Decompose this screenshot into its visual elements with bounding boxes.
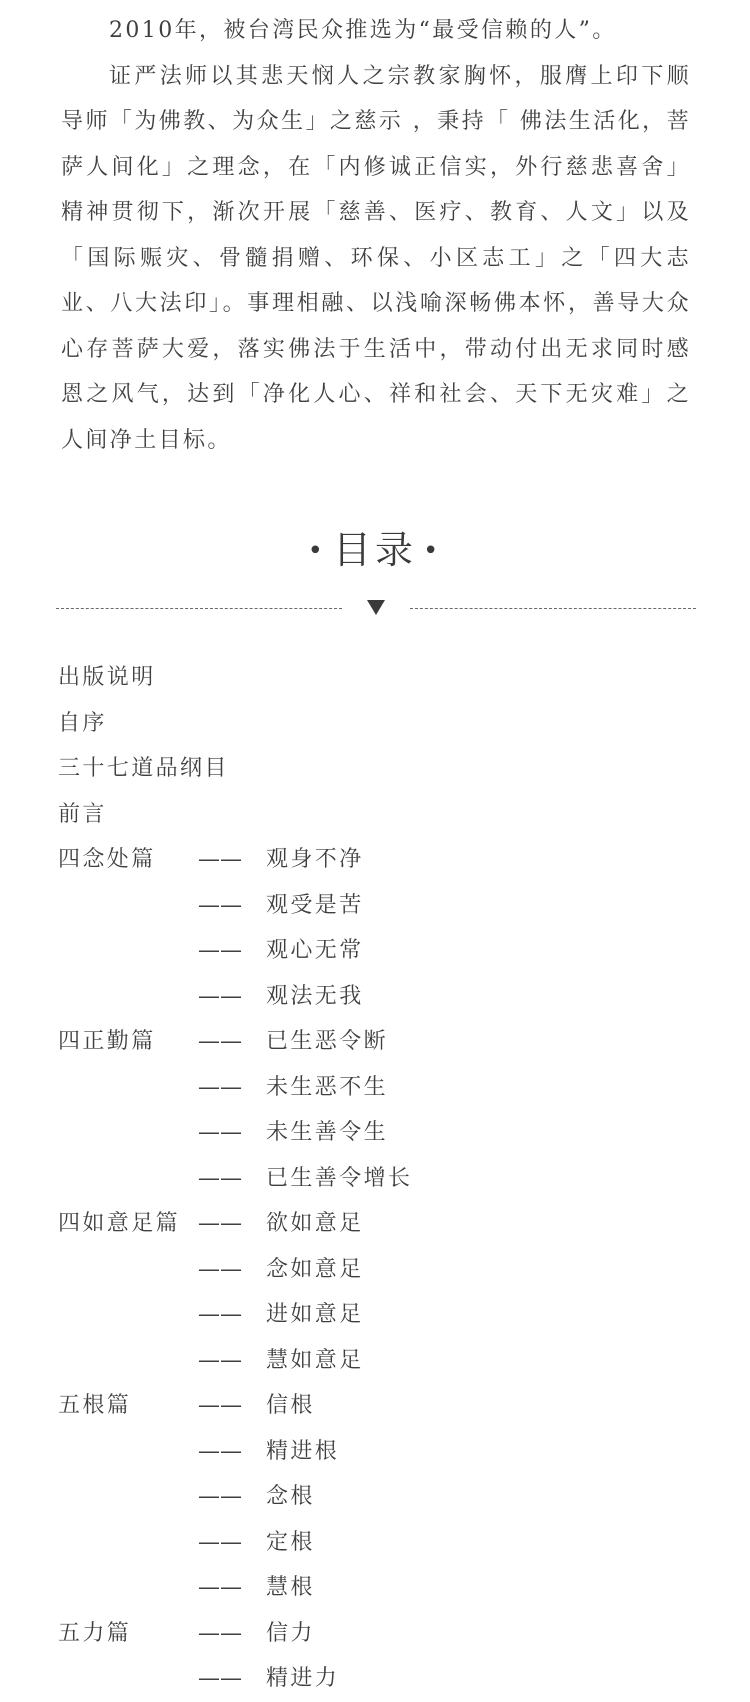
toc-chapter: 五力篇	[58, 1620, 132, 1646]
toc-dash: ——	[198, 1256, 242, 1282]
toc-chapter	[58, 883, 198, 929]
toc-subsection: 已生善令增长	[266, 1165, 413, 1191]
toc-subsection: 欲如意足	[266, 1211, 364, 1236]
toc-row[interactable]	[58, 746, 698, 792]
toc-chapter: 前言	[58, 801, 107, 827]
toc-chapter	[58, 1474, 198, 1520]
triangle-down-icon	[367, 600, 385, 615]
toc-chapter: 四如意足篇	[58, 1211, 181, 1236]
toc-row[interactable]	[58, 1383, 698, 1429]
toc-chapter: 四正勤篇	[58, 1029, 156, 1054]
divider-line-left	[56, 608, 342, 609]
title-dot-left: •	[307, 535, 327, 566]
toc-dash: ——	[198, 1529, 242, 1555]
toc-dash	[198, 655, 266, 701]
toc-subsection: 慧如意足	[266, 1347, 364, 1373]
toc-dash: ——	[198, 1302, 242, 1327]
toc-row[interactable]	[58, 1565, 698, 1611]
toc-row[interactable]	[58, 1520, 698, 1566]
toc-chapter	[58, 1656, 198, 1702]
toc-row[interactable]	[58, 792, 698, 838]
toc-dash: ——	[198, 1347, 242, 1373]
toc-dash	[198, 701, 266, 747]
toc-list	[58, 655, 698, 1702]
toc-subsection: 进如意足	[266, 1302, 364, 1327]
toc-chapter: 出版说明	[58, 665, 156, 690]
toc-subsection: 观身不净	[266, 847, 364, 872]
toc-row[interactable]	[58, 1292, 698, 1338]
toc-subsection: 信根	[266, 1393, 315, 1418]
toc-chapter	[58, 1338, 198, 1384]
toc-chapter	[58, 1110, 198, 1156]
toc-dash: ——	[198, 1575, 242, 1600]
toc-row[interactable]	[58, 1611, 698, 1657]
intro-paragraph-1: 2010年，被台湾民众推选为“最受信赖的人”。	[109, 18, 617, 43]
toc-subsection: 精进力	[266, 1666, 340, 1691]
toc-subsection: 观法无我	[266, 983, 364, 1009]
toc-chapter	[58, 1065, 198, 1111]
title-dot-right: •	[423, 535, 443, 566]
toc-subsection: 未生善令生	[266, 1120, 389, 1145]
toc-subsection: 信力	[266, 1620, 315, 1646]
toc-dash	[198, 792, 266, 838]
title-divider	[0, 596, 750, 620]
toc-row[interactable]	[58, 1019, 698, 1065]
toc-chapter: 三十七道品纲目	[58, 756, 229, 781]
toc-row[interactable]	[58, 837, 698, 883]
toc-chapter	[58, 974, 198, 1020]
toc-row[interactable]	[58, 1474, 698, 1520]
intro-text	[61, 8, 691, 463]
toc-dash: ——	[198, 1438, 242, 1464]
toc-chapter: 五根篇	[58, 1393, 132, 1418]
toc-subsection: 未生恶不生	[266, 1074, 389, 1100]
toc-dash: ——	[198, 1165, 242, 1191]
toc-chapter	[58, 1247, 198, 1293]
divider-line-right	[410, 608, 696, 609]
toc-dash: ——	[198, 1484, 242, 1509]
toc-dash: ——	[198, 1620, 242, 1646]
toc-chapter	[58, 1565, 198, 1611]
toc-title: 目录	[332, 528, 417, 572]
toc-row[interactable]	[58, 974, 698, 1020]
toc-row[interactable]	[58, 655, 698, 701]
toc-chapter: 自序	[58, 710, 107, 736]
toc-row[interactable]	[58, 1429, 698, 1475]
toc-row[interactable]	[58, 928, 698, 974]
toc-subsection: 念根	[266, 1484, 315, 1509]
toc-dash: ——	[198, 1029, 242, 1054]
toc-chapter	[58, 1156, 198, 1202]
toc-chapter	[58, 928, 198, 974]
toc-chapter	[58, 1292, 198, 1338]
toc-subsection: 慧根	[266, 1575, 315, 1600]
toc-dash: ——	[198, 1666, 242, 1691]
toc-row[interactable]	[58, 1247, 698, 1293]
toc-row[interactable]	[58, 1110, 698, 1156]
toc-row[interactable]	[58, 1338, 698, 1384]
intro-paragraph-2: 证严法师以其悲天悯人之宗教家胸怀，服膺上印下顺导师「为佛教、为众生」之慈示 ，秉持「 佛法生活化，菩萨人间化」之理念，在「内修诚正信实，外行慈悲喜舍」精神贯彻下，渐次开展「慈善、医疗、教育、人文」以及「国际赈灾、骨髓捐赠、环保、小区志工」之「四大志业、八大法印」。事理相融、以浅喻深畅佛本怀，善导大众心存菩萨大爱，落实佛法于生活中，带动付出无求同时感恩之风气，达到「净化人心、祥和社会、天下无灾难」之人间净土目标。	[61, 63, 691, 453]
toc-row[interactable]	[58, 1065, 698, 1111]
toc-dash	[198, 746, 266, 792]
toc-dash: ——	[198, 1393, 242, 1418]
toc-row[interactable]	[58, 701, 698, 747]
toc-row[interactable]	[58, 1156, 698, 1202]
toc-dash: ——	[198, 1120, 242, 1145]
toc-dash: ——	[198, 1211, 242, 1236]
toc-subsection: 观受是苦	[266, 892, 364, 918]
toc-chapter: 四念处篇	[58, 847, 156, 872]
toc-dash: ——	[198, 892, 242, 918]
toc-row[interactable]	[58, 1656, 698, 1702]
toc-dash: ——	[198, 1074, 242, 1100]
toc-row[interactable]	[58, 1201, 698, 1247]
toc-dash: ——	[198, 938, 242, 963]
toc-subsection: 定根	[266, 1529, 315, 1555]
toc-subsection: 精进根	[266, 1438, 340, 1464]
toc-dash: ——	[198, 983, 242, 1009]
toc-subsection: 观心无常	[266, 938, 364, 963]
toc-subsection: 已生恶令断	[266, 1029, 389, 1054]
toc-heading	[0, 520, 750, 584]
toc-subsection: 念如意足	[266, 1256, 364, 1282]
toc-dash: ——	[198, 847, 242, 872]
toc-row[interactable]	[58, 883, 698, 929]
toc-chapter	[58, 1520, 198, 1566]
toc-chapter	[58, 1429, 198, 1475]
